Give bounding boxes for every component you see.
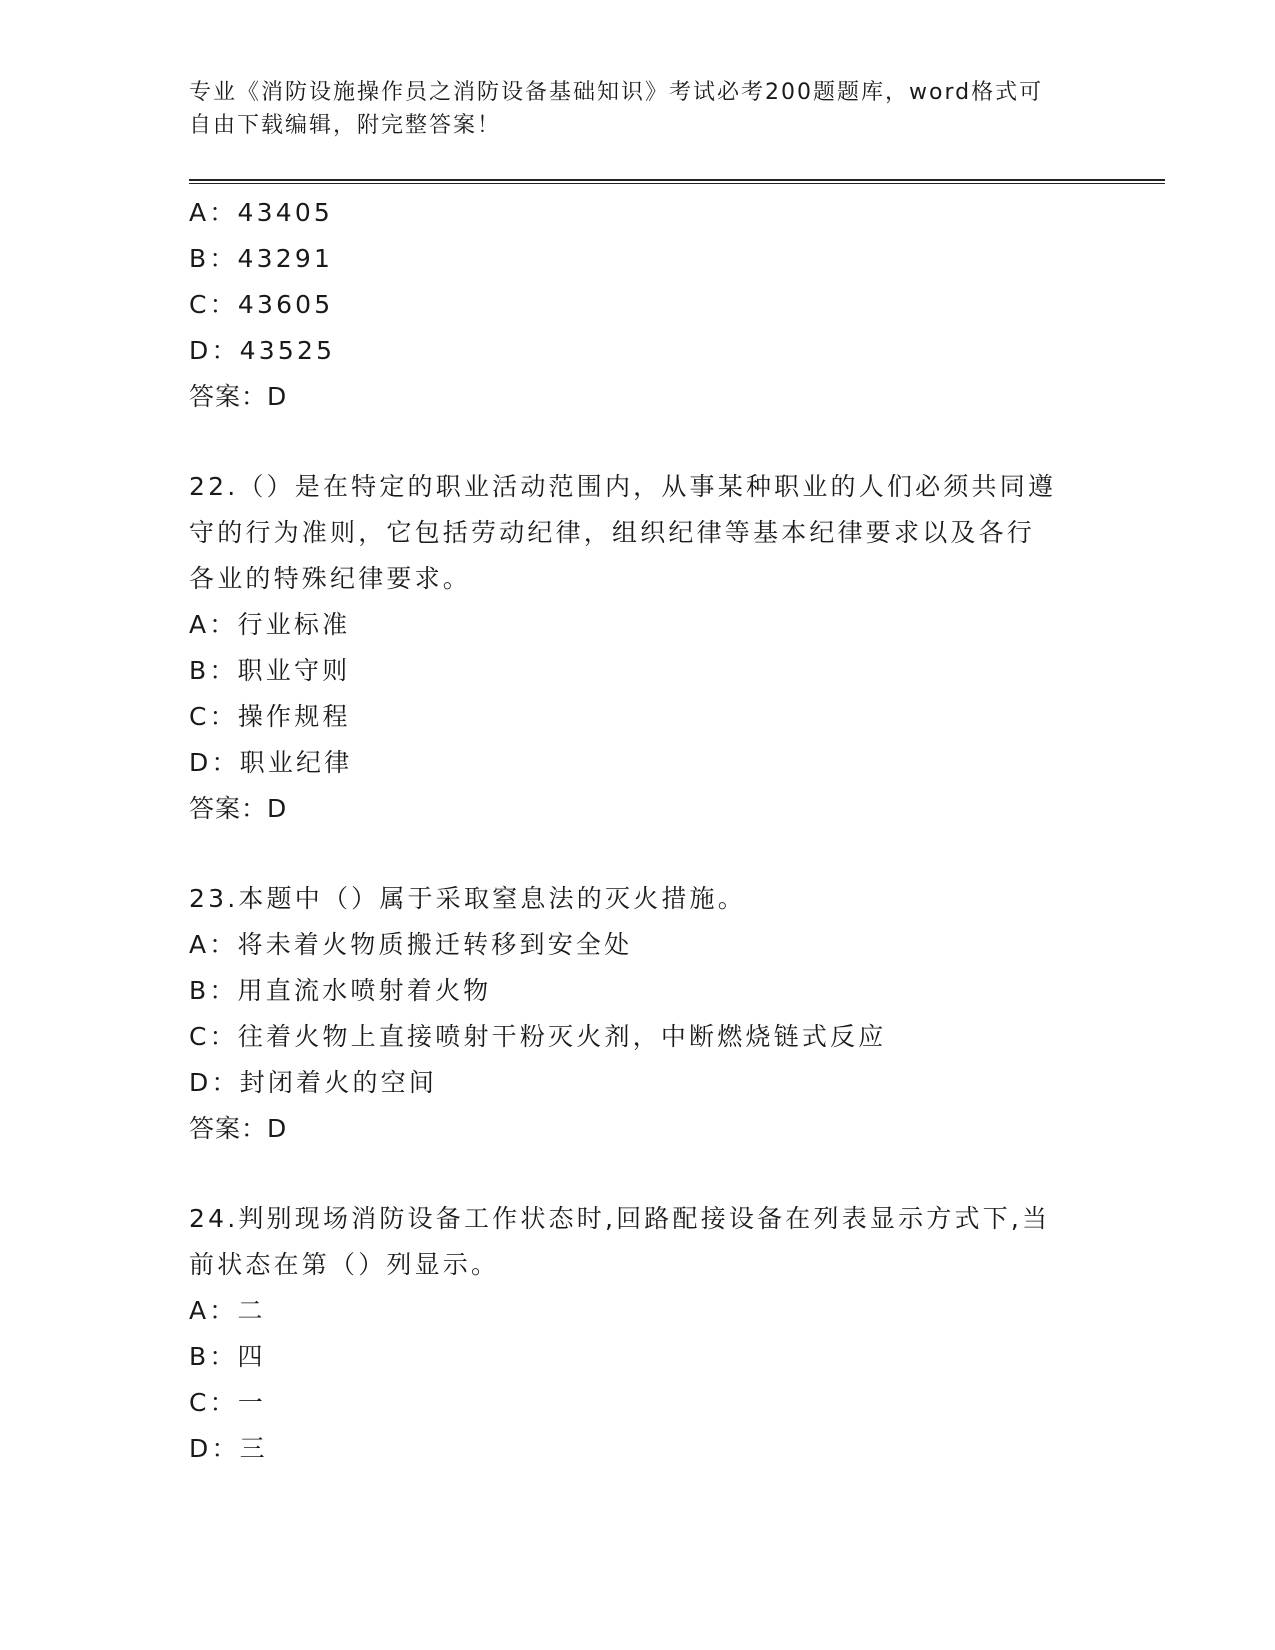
option-c: C：操作规程 [189,702,351,731]
answer: 答案：D [189,1114,288,1143]
question-23 [189,876,1089,1152]
question-text-line: 前状态在第（）列显示。 [189,1250,500,1279]
question-24 [189,1196,1089,1472]
option-b: B：四 [189,1342,266,1371]
option-a: A：将未着火物质搬迁转移到安全处 [189,930,633,959]
header-divider [189,179,1165,181]
option-a: A：二 [189,1296,266,1325]
option-b: B：用直流水喷射着火物 [189,976,492,1005]
header-line-2: 自由下载编辑，附完整答案！ [189,113,502,138]
question-list [189,190,1089,1472]
option-c: C：一 [189,1388,267,1417]
option-d: D：职业纪律 [189,748,353,777]
option-a: A：行业标准 [189,610,351,639]
option-c: C：往着火物上直接喷射干粉灭火剂，中断燃烧链式反应 [189,1022,887,1051]
document-header [189,76,1069,142]
question-text-line: 23.本题中（）属于采取窒息法的灭火措施。 [189,884,746,913]
option-b: B：职业守则 [189,656,351,685]
option-d: D：43525 [189,336,336,365]
question-text-line: 24.判别现场消防设备工作状态时,回路配接设备在列表显示方式下,当 [189,1204,1051,1233]
option-d: D：三 [189,1434,268,1463]
answer: 答案：D [189,794,288,823]
option-b: B：43291 [189,244,334,273]
answer: 答案：D [189,382,288,411]
question-text-line: 守的行为准则，它包括劳动纪律，组织纪律等基本纪律要求以及各行 [189,518,1036,547]
option-a: A：43405 [189,198,334,227]
option-c: C：43605 [189,290,334,319]
header-divider-thin [189,183,1165,184]
question-22 [189,464,1089,832]
question-text-line: 各业的特殊纪律要求。 [189,564,472,593]
header-line-1: 专业《消防设施操作员之消防设备基础知识》考试必考200题题库，word格式可 [189,80,1044,105]
question-text-line: 22.（）是在特定的职业活动范围内，从事某种职业的人们必须共同遵 [189,472,1057,501]
option-d: D：封闭着火的空间 [189,1068,438,1097]
question-21-tail [189,190,1089,420]
